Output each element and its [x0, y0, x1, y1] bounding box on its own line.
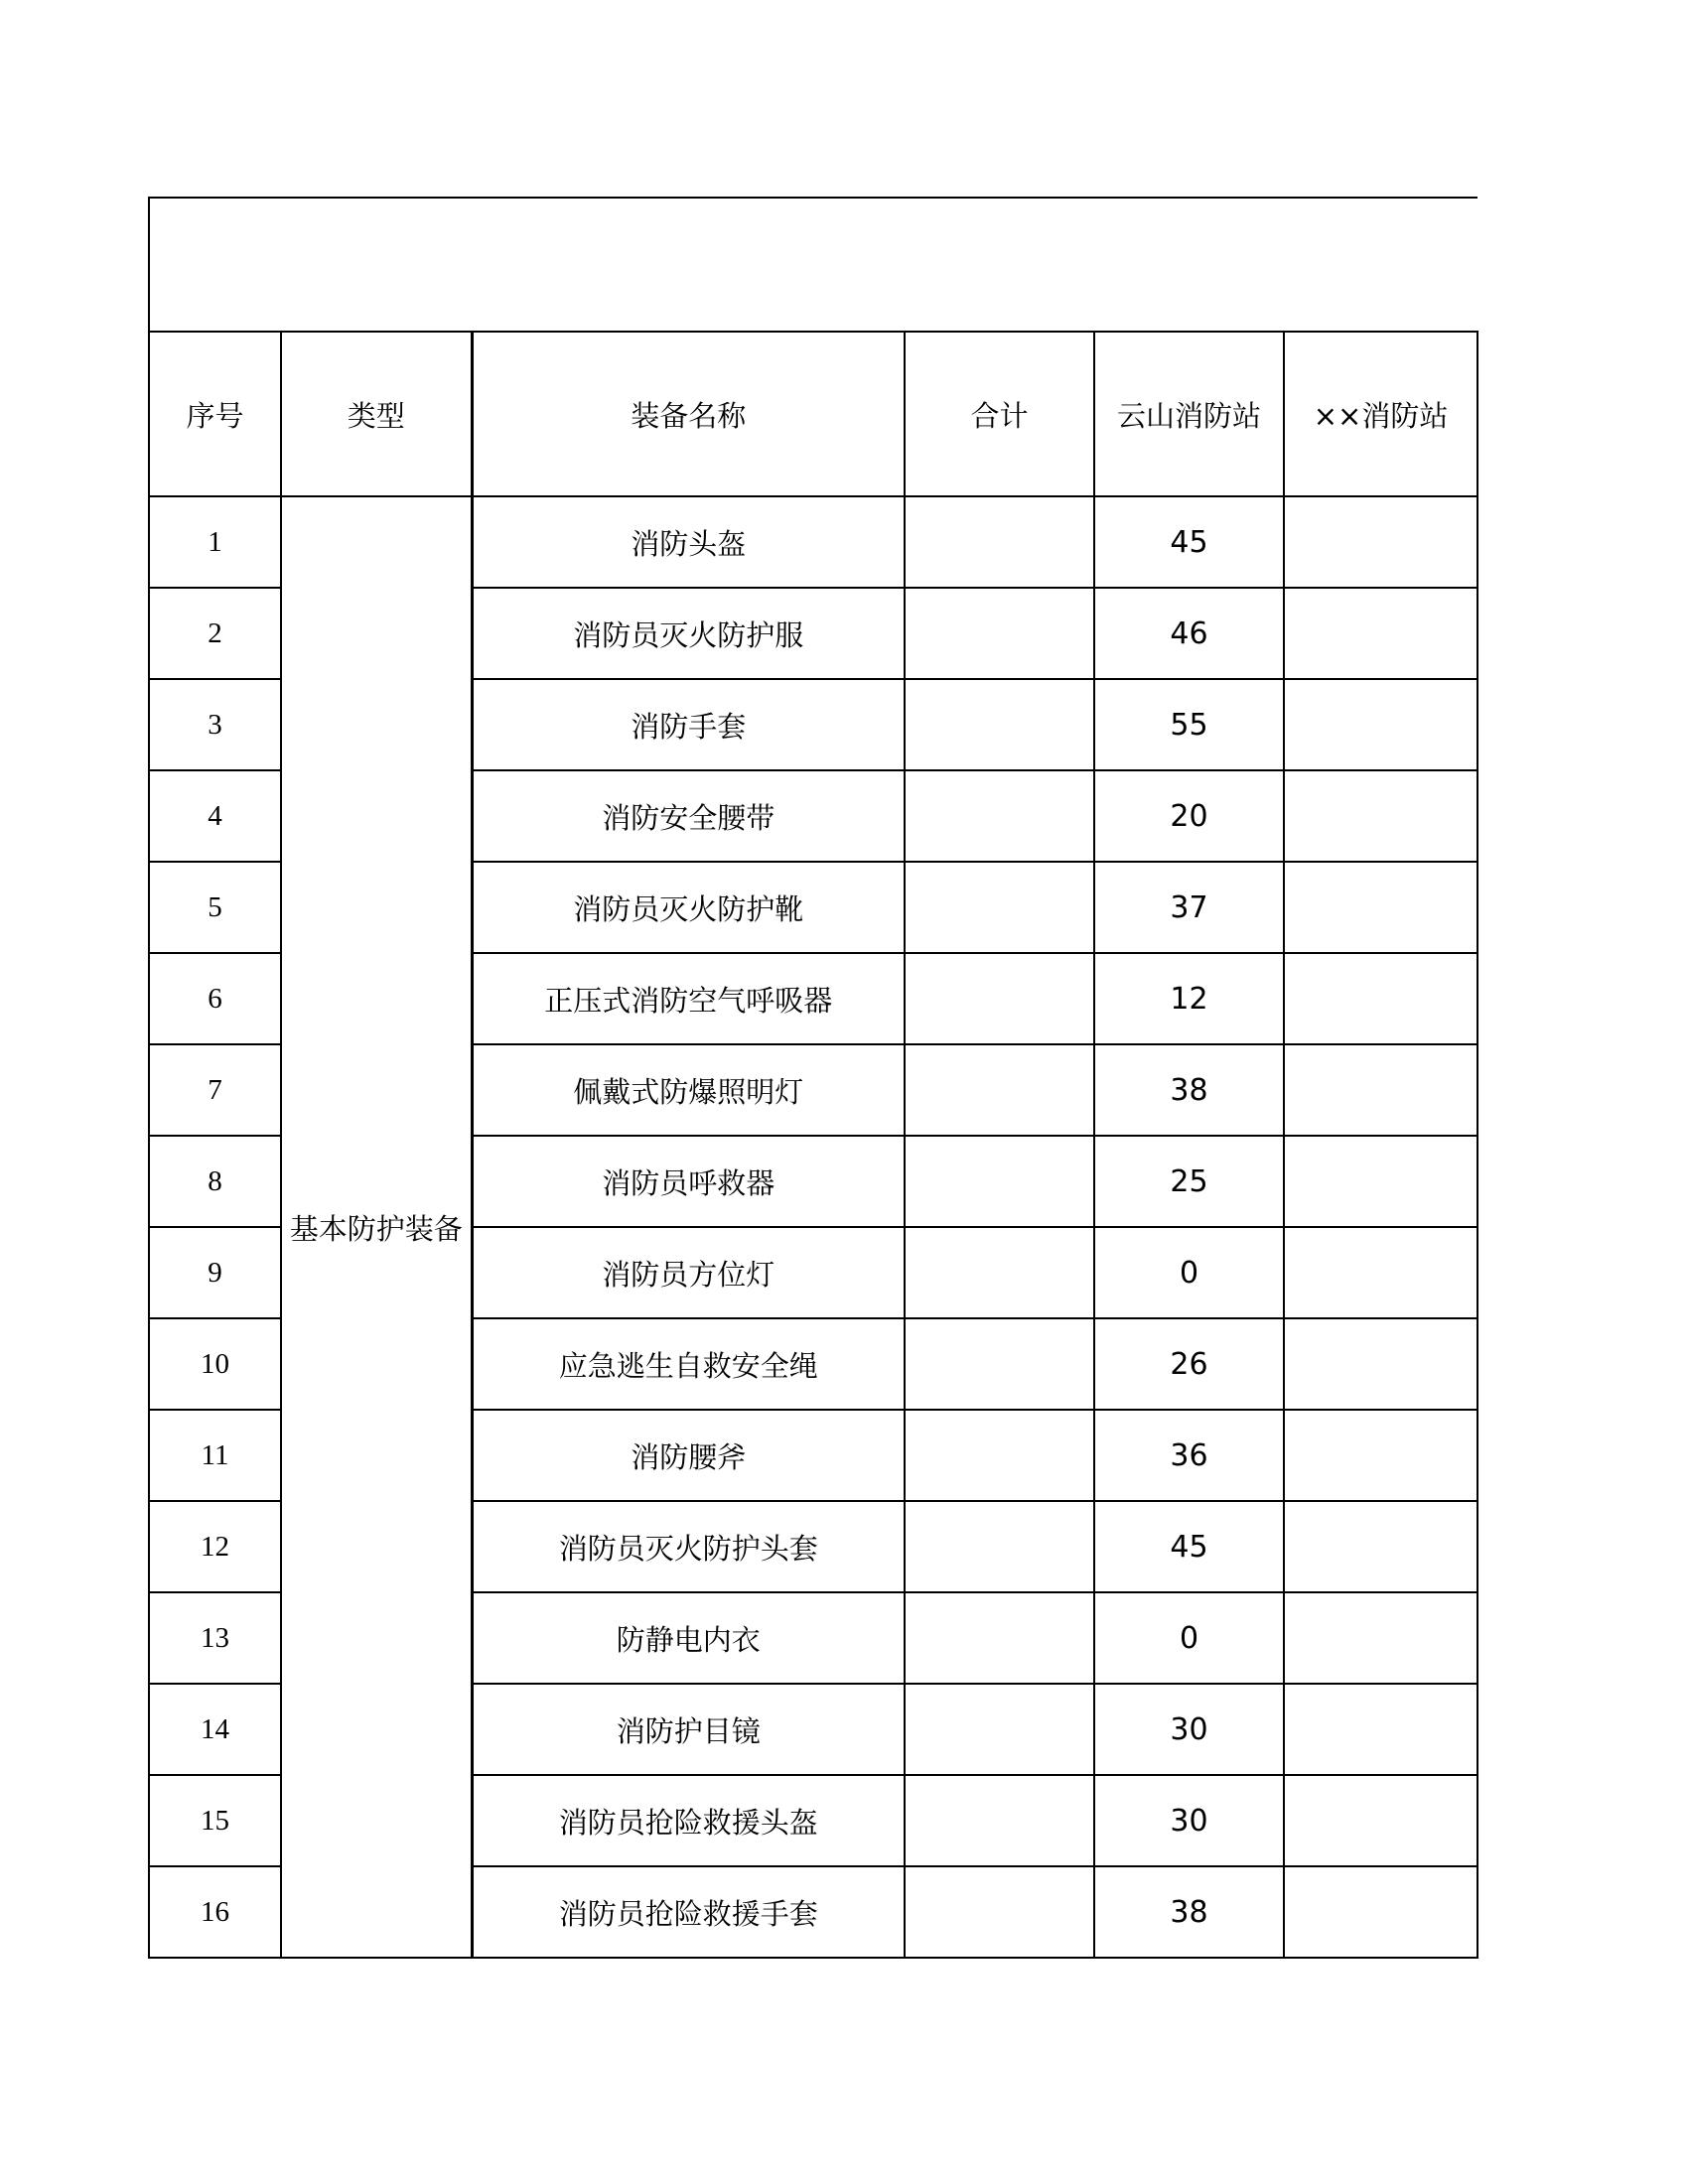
- header-total: 合计: [905, 332, 1094, 496]
- row-equipment-name: 消防员灭火防护靴: [472, 862, 905, 953]
- row-total: [905, 1318, 1094, 1410]
- row-index: 9: [149, 1227, 281, 1318]
- row-equipment-name: 消防员呼救器: [472, 1136, 905, 1227]
- row-station-yunshan: 55: [1094, 679, 1284, 770]
- row-total: [905, 1592, 1094, 1684]
- row-station-yunshan: 38: [1094, 1044, 1284, 1136]
- row-station-yunshan: 0: [1094, 1592, 1284, 1684]
- row-station-xx: [1284, 1775, 1477, 1866]
- row-equipment-name: 消防员抢险救援头盔: [472, 1775, 905, 1866]
- table-title: [149, 198, 1477, 332]
- title-row: [149, 198, 1477, 332]
- row-index: 1: [149, 496, 281, 588]
- row-station-xx: [1284, 1501, 1477, 1592]
- row-equipment-name: 消防员灭火防护头套: [472, 1501, 905, 1592]
- row-equipment-name: 消防手套: [472, 679, 905, 770]
- row-station-xx: [1284, 1410, 1477, 1501]
- row-station-yunshan: 25: [1094, 1136, 1284, 1227]
- row-index: 11: [149, 1410, 281, 1501]
- row-station-yunshan: 45: [1094, 496, 1284, 588]
- row-total: [905, 1227, 1094, 1318]
- row-station-xx: [1284, 770, 1477, 862]
- row-total: [905, 1044, 1094, 1136]
- row-station-xx: [1284, 1684, 1477, 1775]
- row-total: [905, 1501, 1094, 1592]
- row-total: [905, 1684, 1094, 1775]
- row-total: [905, 1866, 1094, 1958]
- row-equipment-name: 消防护目镜: [472, 1684, 905, 1775]
- row-total: [905, 679, 1094, 770]
- row-equipment-name: 消防安全腰带: [472, 770, 905, 862]
- row-index: 15: [149, 1775, 281, 1866]
- row-station-yunshan: 0: [1094, 1227, 1284, 1318]
- row-station-xx: [1284, 588, 1477, 679]
- header-row: [149, 332, 1477, 496]
- row-index: 2: [149, 588, 281, 679]
- row-index: 6: [149, 953, 281, 1044]
- row-equipment-name: 防静电内衣: [472, 1592, 905, 1684]
- table-body: [149, 496, 1477, 1958]
- type-group-label: 基本防护装备: [289, 1211, 463, 1246]
- row-equipment-name: 消防员抢险救援手套: [472, 1866, 905, 1958]
- row-station-xx: [1284, 1866, 1477, 1958]
- row-station-yunshan: 45: [1094, 1501, 1284, 1592]
- row-station-xx: [1284, 496, 1477, 588]
- row-index: 5: [149, 862, 281, 953]
- row-total: [905, 770, 1094, 862]
- row-station-yunshan: 36: [1094, 1410, 1284, 1501]
- row-station-yunshan: 20: [1094, 770, 1284, 862]
- row-index: 16: [149, 1866, 281, 1958]
- row-station-xx: [1284, 1044, 1477, 1136]
- row-station-xx: [1284, 1227, 1477, 1318]
- row-total: [905, 1136, 1094, 1227]
- row-station-xx: [1284, 1318, 1477, 1410]
- row-equipment-name: 消防头盔: [472, 496, 905, 588]
- row-total: [905, 1775, 1094, 1866]
- row-total: [905, 862, 1094, 953]
- row-equipment-name: 消防员方位灯: [472, 1227, 905, 1318]
- row-equipment-name: 应急逃生自救安全绳: [472, 1318, 905, 1410]
- row-total: [905, 1410, 1094, 1501]
- row-station-yunshan: 37: [1094, 862, 1284, 953]
- row-station-xx: [1284, 1136, 1477, 1227]
- row-index: 14: [149, 1684, 281, 1775]
- row-station-xx: [1284, 953, 1477, 1044]
- row-index: 8: [149, 1136, 281, 1227]
- row-index: 12: [149, 1501, 281, 1592]
- row-equipment-name: 佩戴式防爆照明灯: [472, 1044, 905, 1136]
- row-station-yunshan: 30: [1094, 1775, 1284, 1866]
- header-station-yunshan: 云山消防站: [1094, 332, 1284, 496]
- row-equipment-name: 消防员灭火防护服: [472, 588, 905, 679]
- row-station-xx: [1284, 1592, 1477, 1684]
- table-row: [149, 496, 1477, 588]
- row-total: [905, 496, 1094, 588]
- row-total: [905, 953, 1094, 1044]
- equipment-table: [148, 197, 1478, 1959]
- row-index: 13: [149, 1592, 281, 1684]
- row-station-yunshan: 46: [1094, 588, 1284, 679]
- header-name: 装备名称: [472, 332, 905, 496]
- row-index: 7: [149, 1044, 281, 1136]
- header-station-xx: ××消防站: [1284, 332, 1477, 496]
- row-equipment-name: 消防腰斧: [472, 1410, 905, 1501]
- header-index: 序号: [149, 332, 281, 496]
- row-total: [905, 588, 1094, 679]
- row-station-yunshan: 38: [1094, 1866, 1284, 1958]
- row-equipment-name: 正压式消防空气呼吸器: [472, 953, 905, 1044]
- row-index: 3: [149, 679, 281, 770]
- type-group-cell: [281, 496, 472, 1958]
- row-station-yunshan: 30: [1094, 1684, 1284, 1775]
- row-station-xx: [1284, 862, 1477, 953]
- row-station-yunshan: 26: [1094, 1318, 1284, 1410]
- row-station-yunshan: 12: [1094, 953, 1284, 1044]
- header-type: 类型: [281, 332, 472, 496]
- row-index: 4: [149, 770, 281, 862]
- row-index: 10: [149, 1318, 281, 1410]
- row-station-xx: [1284, 679, 1477, 770]
